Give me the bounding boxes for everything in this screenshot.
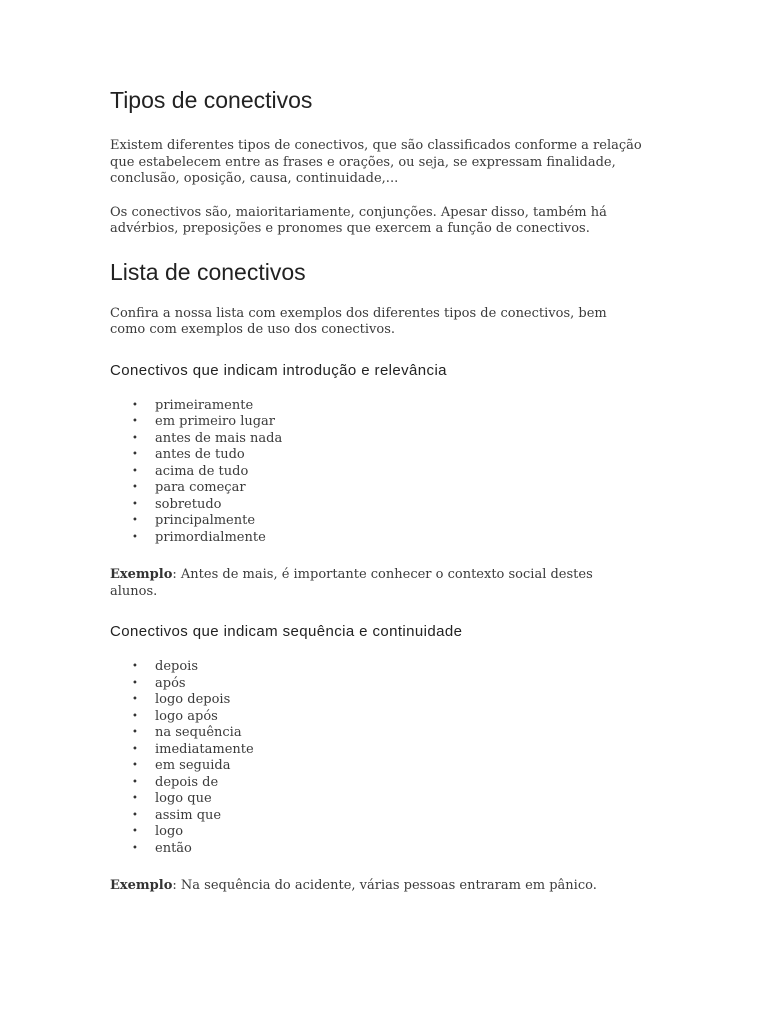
bullet-icon: • xyxy=(132,531,138,543)
list-item: • depois xyxy=(132,659,198,674)
list-item: • sobretudo xyxy=(132,496,222,512)
document-page xyxy=(110,86,670,895)
list-item: • logo depois xyxy=(132,692,231,707)
bullet-icon: • xyxy=(132,793,138,804)
bullet-icon: • xyxy=(132,826,138,837)
bullet-icon: • xyxy=(132,661,138,672)
list-item: • imediatamente xyxy=(132,741,254,757)
example-text: : Antes de mais, é importante conhecer o contexto social destes xyxy=(172,567,593,582)
list-item: • antes de mais nada xyxy=(132,430,283,446)
line: Existem diferentes tipos de conectivos, que são classificados conforme a relação xyxy=(110,138,642,153)
example-text: : Na sequência do acidente, várias pessoas entraram em pânico. xyxy=(172,878,597,893)
heading-tipos-de-conectivos: Tipos de conectivos xyxy=(110,87,313,113)
list-introducao-relevancia xyxy=(110,398,670,547)
list-item: • antes de tudo xyxy=(132,447,245,462)
list-item: • logo que xyxy=(132,791,212,806)
heading-lista-de-conectivos: Lista de conectivos xyxy=(110,258,306,285)
bullet-icon: • xyxy=(132,399,138,411)
list-item: • primeiramente xyxy=(132,397,254,413)
bullet-icon: • xyxy=(132,515,138,526)
list-item: • para começar xyxy=(132,480,246,495)
list-sequencia-continuidade xyxy=(110,659,670,857)
example-label: Exemplo xyxy=(110,878,173,893)
example-introducao xyxy=(110,567,670,600)
list-item: • assim que xyxy=(132,807,222,823)
list-item: • logo após xyxy=(132,708,218,724)
line: Os conectivos são, maioritariamente, conjunções. Apesar disso, também há xyxy=(110,204,607,220)
list-item: • em seguida xyxy=(132,758,231,773)
paragraph-conjuncoes xyxy=(110,205,670,238)
bullet-icon: • xyxy=(132,677,138,689)
list-item: • logo xyxy=(132,824,184,839)
line: que estabelecem entre as frases e orações, ou seja, se expressam finalidade, xyxy=(110,154,616,170)
line: advérbios, preposições e pronomes que exercem a função de conectivos. xyxy=(110,221,590,236)
bullet-icon: • xyxy=(132,482,138,493)
paragraph-tipos-intro xyxy=(110,138,670,188)
bullet-icon: • xyxy=(132,760,138,771)
bullet-icon: • xyxy=(132,465,138,477)
heading-sequencia-continuidade: Conectivos que indicam sequência e continuidade xyxy=(110,623,463,640)
example-text-cont: alunos. xyxy=(110,583,158,599)
list-item: • acima de tudo xyxy=(132,463,249,479)
bullet-icon: • xyxy=(132,416,138,427)
list-item: • depois de xyxy=(132,774,219,790)
list-item: • após xyxy=(132,675,186,691)
line: conclusão, oposição, causa, continuidade,... xyxy=(110,171,399,186)
bullet-icon: • xyxy=(132,809,138,821)
list-item: • principalmente xyxy=(132,513,256,528)
list-item: • na sequência xyxy=(132,725,242,740)
bullet-icon: • xyxy=(132,694,138,705)
paragraph-lista-intro xyxy=(110,306,670,339)
bullet-icon: • xyxy=(132,710,138,722)
heading-introducao-relevancia: Conectivos que indicam introdução e relevância xyxy=(110,361,447,379)
bullet-icon: • xyxy=(132,498,138,510)
line: Confira a nossa lista com exemplos dos diferentes tipos de conectivos, bem xyxy=(110,305,607,321)
bullet-icon: • xyxy=(132,842,138,854)
example-label: Exemplo xyxy=(110,567,173,582)
list-item: • primordialmente xyxy=(132,529,266,545)
list-item: • então xyxy=(132,840,192,856)
bullet-icon: • xyxy=(132,449,138,460)
bullet-icon: • xyxy=(132,776,138,788)
bullet-icon: • xyxy=(132,743,138,755)
bullet-icon: • xyxy=(132,727,138,738)
example-sequencia xyxy=(110,878,670,895)
line: como com exemplos de uso dos conectivos. xyxy=(110,322,396,337)
bullet-icon: • xyxy=(132,432,138,444)
list-item: • em primeiro lugar xyxy=(132,414,276,429)
